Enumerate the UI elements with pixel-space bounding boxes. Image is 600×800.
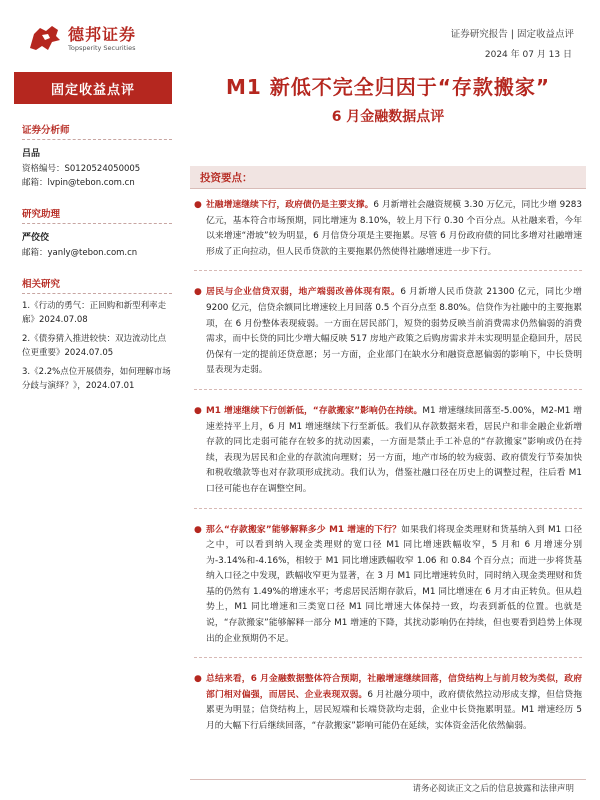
- related-item[interactable]: 1.《行动的勇气：正回购和新型利率走廊》2024.07.08: [22, 301, 167, 325]
- related-item[interactable]: 2.《债券猜入推进较快：双边流动比点位更重要》2024.07.05: [22, 334, 167, 358]
- point-lead: 总结来看，6 月金融数据整体符合预期，社融增速继续回落，信贷结构上与前月较为类似，政府部门相对偏强，而居民、企业表现双弱。: [206, 674, 582, 700]
- bull-logo-icon: [28, 22, 62, 54]
- assistant-section: [22, 206, 172, 260]
- points-header-bar: [190, 166, 586, 189]
- point-lead: 社融增速继续下行，政府债仍是主要支撑。: [206, 200, 374, 210]
- sidebar: [22, 122, 172, 409]
- bullet-icon: ●: [194, 674, 202, 685]
- analyst-heading: 证券分析师: [22, 122, 172, 140]
- category-label: 固定收益点评: [14, 72, 172, 104]
- footer-divider: [190, 779, 586, 780]
- point-text: 6 月社融分项中，政府债依然拉动形成支撑，但信贷拖累更为明显；信贷结构上，居民短端和长端贷款均走弱，企业中长贷拖累明显。M1 增速经历 5 月的大幅下行后继续回落，“存款搬家”影响可能仍在延续，实体资金活化依然偏弱。: [206, 689, 582, 732]
- point-text: 6 月新增人民币贷款 21300 亿元，同比少增 9200 亿元，信贷余额同比增速较上月回落 0.5 个百分点至 8.80%。信贷作为社融中的主要拖累项，在 6 月份整体表现疲弱。一方面在居民部门，短贷的弱势反映当前消费需求仍然偏弱的消费需求，而中长贷的同比少增大幅反映 517 房地产政策之后购房需求并未实现明显企稳回升，居民仍保有一定的提前还贷意愿；另一方面，企业部门在缺水分和融资意愿偏弱的影响下，中长贷明显表现为走弱。: [206, 287, 582, 376]
- related-section: [22, 276, 172, 393]
- key-points: [194, 198, 582, 759]
- bullet-icon: ●: [194, 287, 202, 298]
- key-point: [194, 404, 582, 509]
- report-type: 证券研究报告 | 固定收益点评: [450, 29, 574, 40]
- report-date: 2024 年 07 月 13 日: [484, 50, 572, 60]
- bullet-icon: ●: [194, 405, 202, 416]
- points-label: 投资要点：: [200, 172, 253, 184]
- analyst-cert: 资格编号：S0120524050005: [22, 164, 141, 174]
- assistant-name: 严佼佼: [22, 233, 50, 243]
- key-point: [194, 672, 582, 744]
- report-title: M1 新低不完全归因于“存款搬家”: [225, 75, 551, 99]
- footer-disclaimer: 请务必阅读正文之后的信息披露和法律声明: [412, 784, 574, 794]
- key-point: [194, 523, 582, 659]
- report-subtitle: 6 月金融数据点评: [331, 109, 445, 125]
- point-lead: M1 增速继续下行创新低，“存款搬家”影响仍在持续。: [206, 405, 423, 416]
- related-item[interactable]: 3.《2.2%点位开展债券，如何理解市场分歧与演绎？》，2024.07.01: [22, 367, 171, 391]
- key-point: [194, 285, 582, 390]
- point-lead: 那么“存款搬家”能够解释多少 M1 增速的下行？: [206, 524, 402, 535]
- assistant-heading: 研究助理: [22, 206, 172, 224]
- related-heading: 相关研究: [22, 276, 172, 294]
- logo-english-name: Topsperity Securities: [68, 44, 136, 52]
- company-logo: [28, 22, 158, 56]
- analyst-name: 吕品: [22, 149, 41, 159]
- assistant-email: 邮箱：yanly@tebon.com.cn: [22, 248, 138, 258]
- bullet-icon: ●: [194, 524, 202, 535]
- point-lead: 居民与企业信贷双弱，地产端弱改善体现有限。: [206, 287, 401, 298]
- logo-chinese-name: 德邦证券: [68, 25, 137, 44]
- analyst-email: 邮箱：lvpin@tebon.com.cn: [22, 178, 135, 188]
- point-text: 6 月新增社会融资规模 3.30 万亿元，同比少增 9283 亿元，基本符合市场预期，同比增速为 8.10%，较上月下行 0.30 个百分点。从社融来看，今年以来增速“滑坡”较为明显，6 月信贷分项是主要拖累。尽管 6 月份政府债的同比多增对社融增速形成了正向拉动，但人民币贷款的主要拖累仍然使得社融增速进一步下行。: [206, 200, 582, 257]
- key-point: [194, 198, 582, 271]
- report-header: [0, 0, 600, 70]
- bullet-icon: ●: [194, 200, 202, 210]
- point-text: M1 增速继续回落至-5.00%，M2-M1 增速差持平上月，6 月 M1 增速继续下行至新低。我们从存款数据来看，居民户和非金融企业新增存款的同比走弱可能存在较多的扰动因素，一方面是禁止手工补息的“存款搬家”影响或仍在持续，表现为居民和企业的存款流向理财；另一方面，地产市场的较为疲弱、政府债发行节奏加快和税收缴款等也对存款项形成扰动。我们认为，借鉴社融口径在历史上的调整过程，往后看 M1 口径可能也存在调整空间。: [206, 405, 582, 494]
- analyst-section: [22, 122, 172, 190]
- point-text: 如果我们将现金类理财和货基纳入到 M1 口径之中，可以看到纳入现金类理财的宽口径 M1 同比增速跌幅收窄，5 月和 6 月增速分别为-3.14%和-4.16%，相较于 M1 同比增速跌幅收窄 1.06 和 0.84 个百分点；而进一步将货基纳入口径之中发现，跌幅收窄更为显著，在 3 月 M1 同比增速转负时，同时纳入现金类理财和货基的仍然有 1.49%的增速水平；考虑居民活期存款后，M1 同比增速在 6 月才由正转负。但从趋势上，M1 同比增速和三类宽口径 M1 同比增速大体保持一致，均表到新低的位置。也就是说，“存款搬家”能够解释一部分 M1 增速的下降，其扰动影响仍在持续，但也要看到趋势上体现出的企业预期仍不足。: [206, 524, 582, 644]
- title-area: [190, 72, 586, 126]
